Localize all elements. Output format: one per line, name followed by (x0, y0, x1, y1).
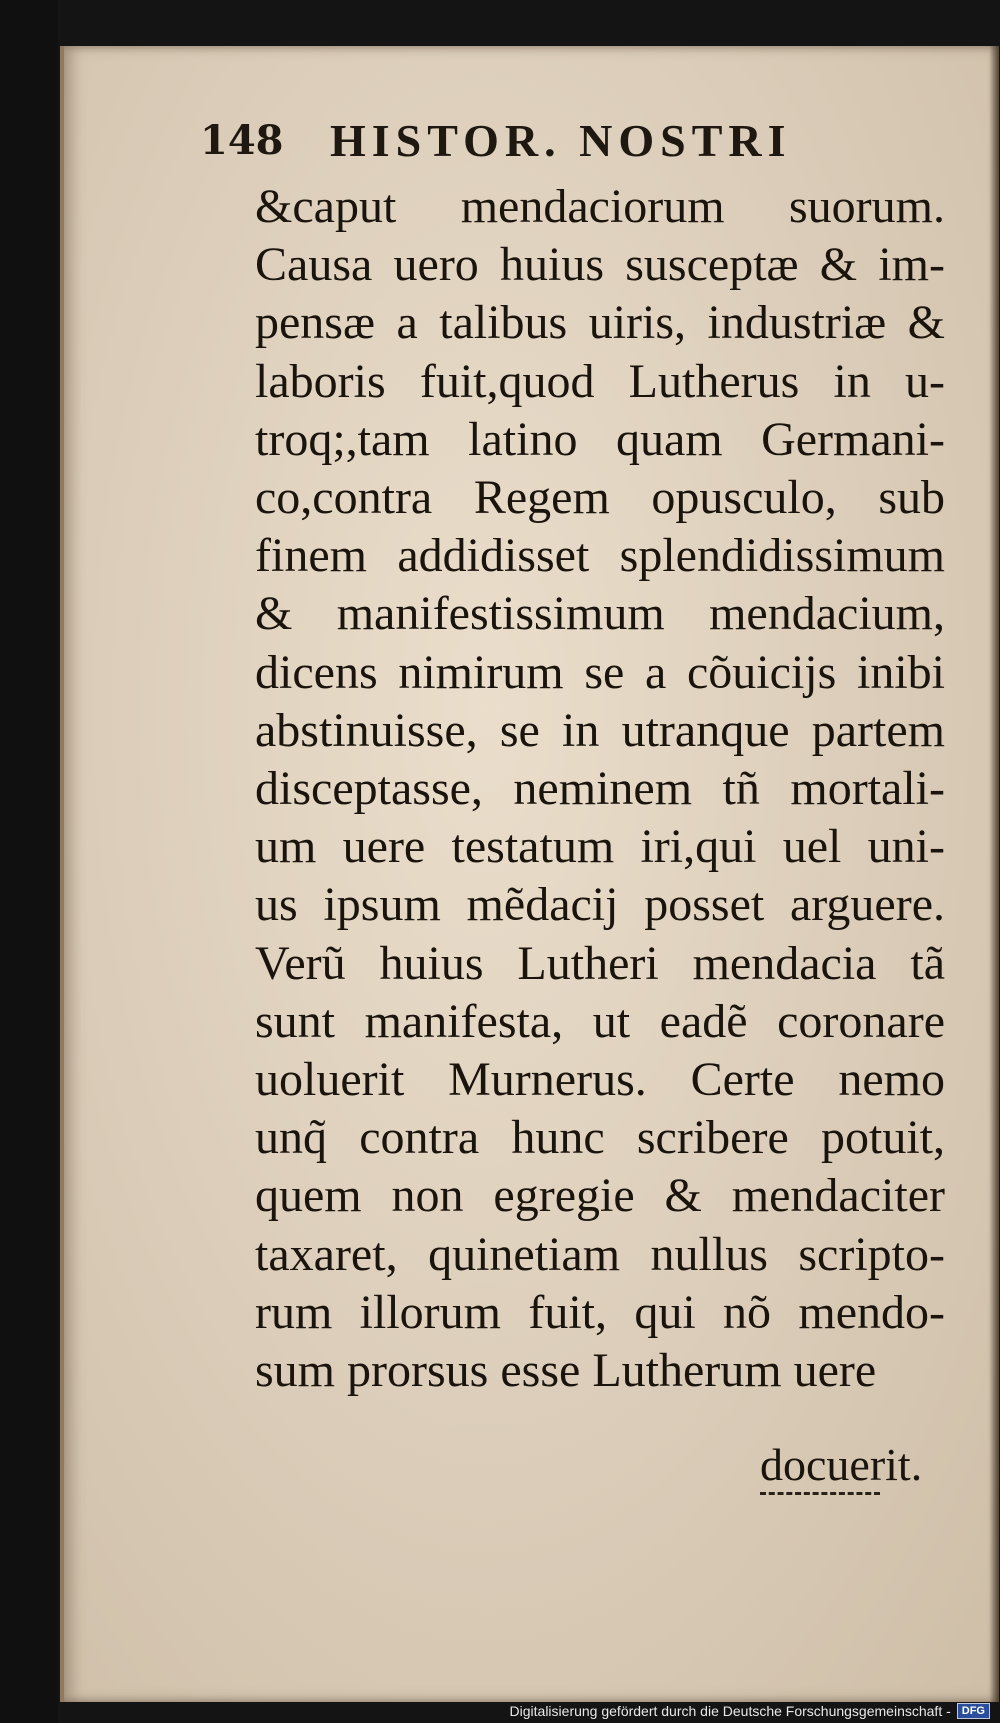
text-line: abstinuisse, se in utranque partem (255, 703, 945, 757)
text-line: um uere testatum iri,qui uel uni- (255, 820, 945, 874)
text-line: sum prorsus esse Lutherum uere (255, 1344, 877, 1398)
text-line: Causa uero huius susceptæ & im- (255, 238, 945, 292)
text-line: disceptasse, neminem tñ mortali- (255, 762, 945, 816)
text-line: laboris fuit,quod Lutherus in u- (255, 354, 945, 408)
digitization-footer (510, 1703, 990, 1719)
catchword-underline (760, 1492, 880, 1498)
text-line: Verũ huius Lutheri mendacia tã (255, 936, 945, 990)
text-line: sunt manifesta, ut eadẽ coronare (255, 994, 945, 1048)
body-text (255, 178, 945, 1400)
text-line: quem non egregie & mendaciter (255, 1169, 945, 1223)
text-line: &caput mendaciorum suorum. (255, 180, 945, 233)
text-line: finem addidisset splendidissimum (255, 529, 945, 583)
text-line: us ipsum mẽdacij posset arguere. (255, 878, 945, 932)
running-head: HISTOR. NOSTRI (330, 114, 792, 166)
text-line: taxaret, quinetiam nullus scripto- (255, 1227, 945, 1281)
text-line: rum illorum fuit, qui nõ mendo- (255, 1285, 945, 1339)
text-line: & manifestissimum mendacium, (255, 587, 945, 641)
scanner-background (0, 0, 58, 1723)
page-edge-shadow (989, 46, 999, 1702)
catchword: docuerit. (760, 1439, 923, 1490)
text-line: dicens nimirum se a cõuicijs inibi (255, 645, 945, 699)
page-header (200, 98, 940, 182)
text-line: uoluerit Murnerus. Certe nemo (255, 1053, 945, 1107)
dfg-logo-icon: DFG (957, 1703, 990, 1719)
text-line: co,contra Regem opusculo, sub (255, 471, 945, 525)
text-line: pensæ a talibus uiris, industriæ & (255, 296, 945, 350)
text-line: troq;,tam latino quam Germani- (255, 412, 945, 466)
text-line: unq̃ contra hunc scribere potuit, (255, 1111, 945, 1165)
page-number: 148 (200, 116, 284, 164)
footer-credit: Digitalisierung gefördert durch die Deutsche Forschungsgemeinschaft - (509, 1703, 951, 1719)
